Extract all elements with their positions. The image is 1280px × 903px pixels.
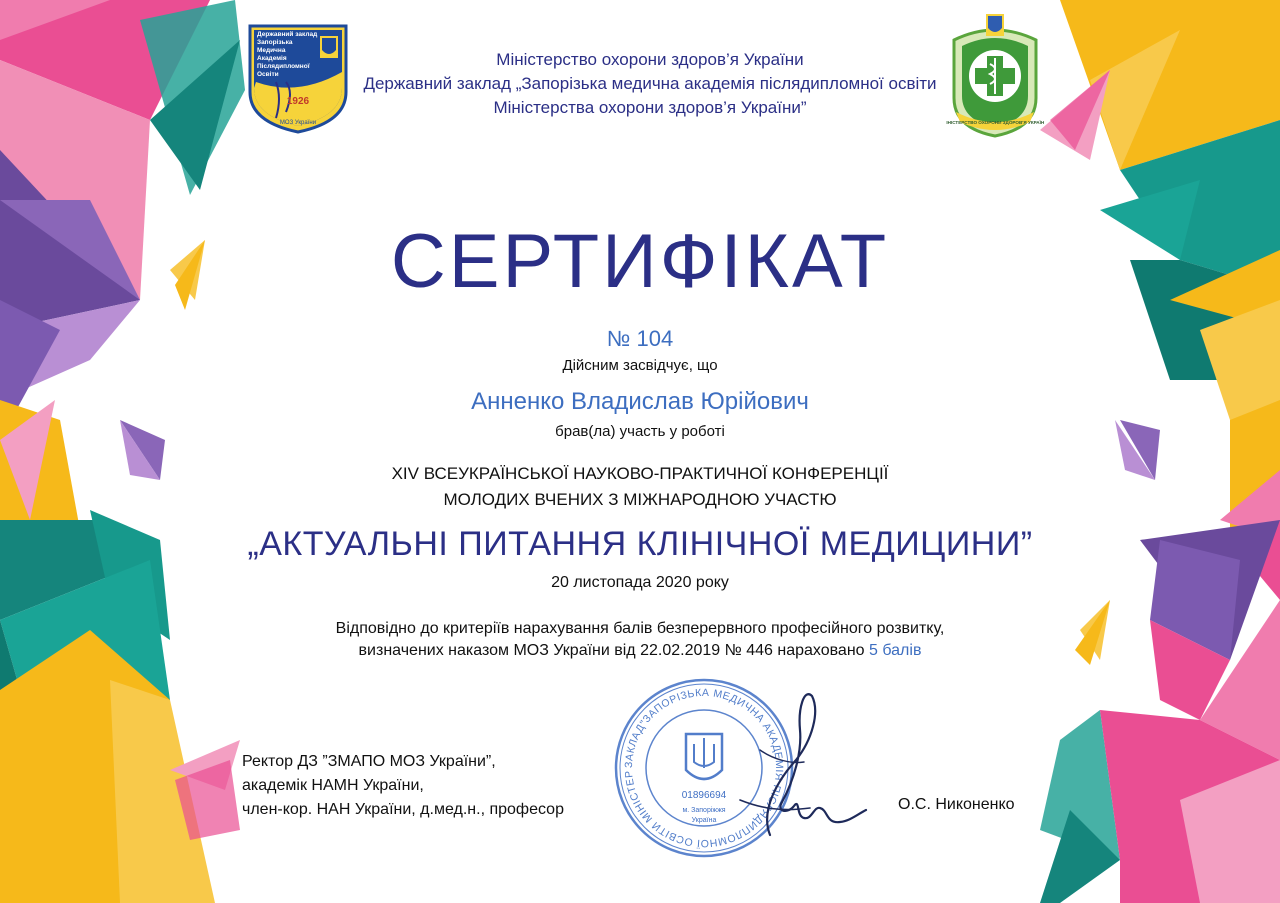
criteria-line-1: Відповідно до критеріїв нарахування балів безперервного професійного розвитку, (335, 620, 945, 637)
recipient-name: Анненко Владислав Юрійович (471, 388, 809, 415)
signer-name: О.С. Никоненко (898, 796, 1015, 813)
svg-text:Академія: Академія (257, 55, 287, 62)
criteria-line-2-prefix: визначених наказом МОЗ України від 22.02.2019 № 446 нараховано (358, 642, 870, 659)
points-value: 5 балів (869, 642, 922, 659)
rector-signature (700, 690, 870, 840)
stamp-country: Україна (691, 817, 717, 824)
academy-logo (246, 22, 350, 134)
header-institution (340, 48, 960, 120)
conference-line-2: МОЛОДИХ ВЧЕНИХ З МІЖНАРОДНОЮ УЧАСТЮ (443, 490, 837, 509)
svg-text:Запорізька: Запорізька (257, 39, 293, 46)
header-line-3: Міністерства охорони здоров’я України” (493, 98, 807, 117)
conference-date: 20 листопада 2020 року (551, 574, 729, 591)
rector-line-1: Ректор ДЗ ”ЗМАПО МОЗ України”, (242, 753, 496, 770)
certificate-title: СЕРТИФІКАТ (390, 219, 890, 304)
participated-text: брав(ла) участь у роботі (555, 423, 725, 440)
conference-line-1: XIV ВСЕУКРАЇНСЬКОЇ НАУКОВО-ПРАКТИЧНОЇ КОНФЕРЕНЦІЇ (391, 464, 889, 483)
conference-topic: „АКТУАЛЬНІ ПИТАННЯ КЛІНІЧНОЇ МЕДИЦИНИ” (247, 525, 1033, 563)
criteria-line-2 (0, 640, 1280, 662)
certifies-text: Дійсним засвідчує, що (562, 357, 718, 374)
header-line-1: Міністерство охорони здоров’я України (496, 50, 804, 69)
svg-text:Післядипломної: Післядипломної (257, 63, 310, 70)
stamp-city: м. Запоріжжя (682, 807, 726, 814)
ministry-logo-text: МІНІСТЕРСТВО ОХОРОНИ ЗДОРОВ'Я УКРАЇНИ (946, 120, 1044, 125)
svg-text:Державний заклад: Державний заклад (257, 31, 318, 38)
criteria-text (0, 618, 1280, 662)
stamp-ring-text: ЗАКЛАД"ЗАПОРІЗЬКА МЕДИЧНА АКАДЕМІЯ ПІСЛЯДИПЛОМНОЇ ОСВІТИ МІНІСТЕР (622, 686, 786, 850)
rector-line-2: академік НАМН України, (242, 777, 424, 794)
rector-title (242, 750, 564, 822)
logo-bottom-text: МОЗ України (279, 120, 317, 126)
rector-line-3: член-кор. НАН України, д.мед.н., професор (242, 801, 564, 818)
certificate-number: № 104 (606, 326, 674, 351)
logo-year: 1926 (286, 96, 310, 107)
svg-text:Освіти: Освіти (257, 71, 279, 78)
svg-text:Медична: Медична (257, 47, 286, 54)
header-line-2: Державний заклад „Запорізька медична академія післядипломної освіти (363, 74, 937, 93)
ministry-logo (946, 12, 1044, 138)
stamp-code: 01896694 (681, 790, 727, 801)
